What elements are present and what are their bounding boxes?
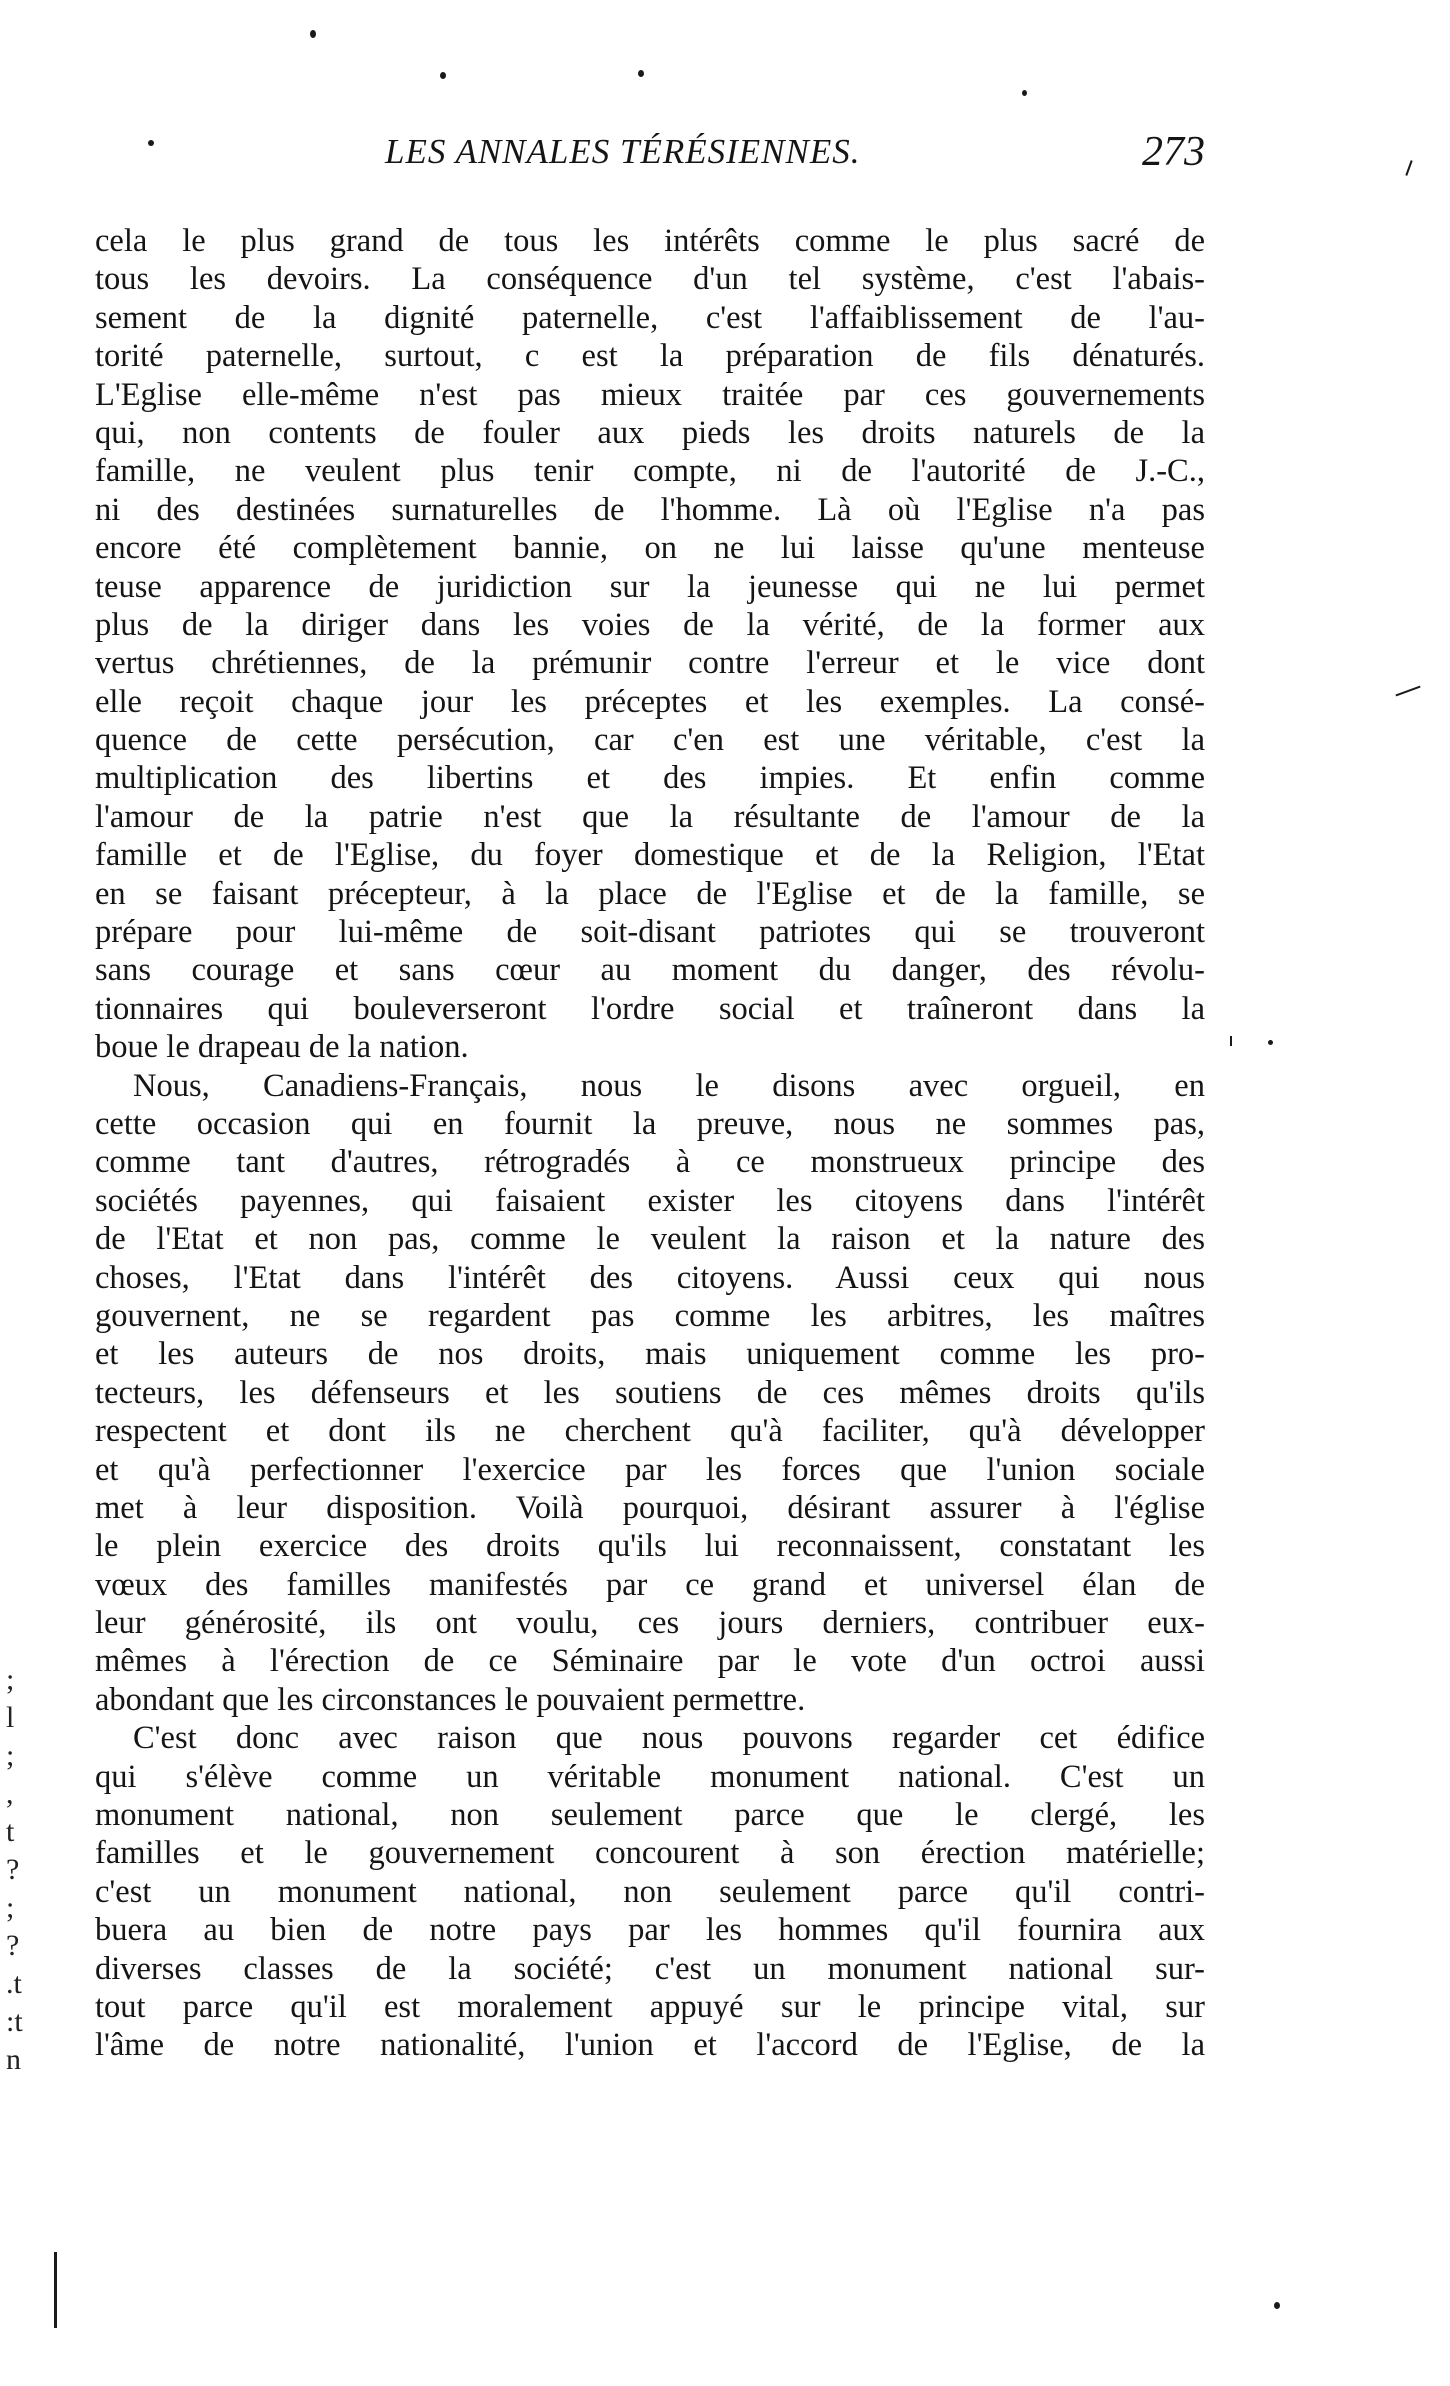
- scan-speck: [440, 72, 446, 79]
- text-line: en se faisant précepteur, à la place de l'Eglise et de la famille, se: [95, 875, 1205, 912]
- text-line: sociétés payennes, qui faisaient exister les citoyens dans l'intérêt: [95, 1182, 1205, 1219]
- margin-mark: ;: [6, 1739, 15, 1772]
- scan-stroke: [1395, 686, 1420, 697]
- text-line: sans courage et sans cœur au moment du danger, des révolu-: [95, 952, 1205, 989]
- text-line: cela le plus grand de tous les intérêts comme le plus sacré de: [95, 223, 1205, 259]
- text-line: comme tant d'autres, rétrogradés à ce monstrueux principe des: [95, 1144, 1205, 1181]
- text-line: elle reçoit chaque jour les préceptes et les exemples. La consé-: [95, 683, 1205, 720]
- text-line: cette occasion qui en fournit la preuve, nous ne sommes pas,: [95, 1105, 1205, 1142]
- text-line: familles et le gouvernement concourent à son érection matérielle;: [95, 1835, 1205, 1872]
- text-line: buera au bien de notre pays par les hommes qu'il fournira aux: [95, 1912, 1205, 1949]
- scan-stroke: [1230, 1036, 1232, 1046]
- margin-mark: ,: [6, 1777, 14, 1810]
- text-line: le plein exercice des droits qu'ils lui reconnaissent, constatant les: [95, 1528, 1205, 1565]
- text-line: L'Eglise elle-même n'est pas mieux traitée par ces gouvernements: [95, 376, 1205, 413]
- body-text: [95, 222, 1205, 2065]
- margin-mark: ?: [6, 1929, 20, 1962]
- text-line: multiplication des libertins et des impies. Et enfin comme: [95, 760, 1205, 797]
- text-line: torité paternelle, surtout, c est la préparation de fils dénaturés.: [95, 338, 1205, 375]
- scan-speck: [1022, 90, 1027, 96]
- text-line: mêmes à l'érection de ce Séminaire par le vote d'un octroi aussi: [95, 1643, 1205, 1680]
- text-line: famille et de l'Eglise, du foyer domestique et de la Religion, l'Etat: [95, 837, 1205, 874]
- text-line: vœux des familles manifestés par ce grand et universel élan de: [95, 1566, 1205, 1603]
- text-line: leur générosité, ils ont voulu, ces jours derniers, contribuer eux-: [95, 1605, 1205, 1642]
- scan-stroke: [1405, 160, 1412, 176]
- text-line: monument national, non seulement parce que le clergé, les: [95, 1797, 1205, 1834]
- margin-mark: ?: [6, 1853, 20, 1886]
- text-line: diverses classes de la société; c'est un monument national sur-: [95, 1950, 1205, 1987]
- text-line: tous les devoirs. La conséquence d'un tel système, c'est l'abais-: [95, 261, 1205, 298]
- text-line: abondant que les circonstances le pouvaient permettre.: [95, 1681, 806, 1718]
- scan-speck: [638, 70, 644, 77]
- running-header: [95, 129, 1205, 182]
- page-number: 273: [1142, 129, 1205, 175]
- text-line: vertus chrétiennes, de la prémunir contre l'erreur et le vice dont: [95, 645, 1205, 682]
- text-line: met à leur disposition. Voilà pourquoi, désirant assurer à l'église: [95, 1489, 1205, 1526]
- text-line: encore été complètement bannie, on ne lui laisse qu'une menteuse: [95, 530, 1205, 567]
- running-title: LES ANNALES TÉRÉSIENNES.: [385, 132, 861, 171]
- text-line: l'amour de la patrie n'est que la résultante de l'amour de la: [95, 798, 1205, 835]
- scan-stroke: [54, 2252, 57, 2328]
- margin-mark: .t: [6, 1967, 22, 2000]
- text-line: sement de la dignité paternelle, c'est l'affaiblissement de l'au-: [95, 299, 1205, 336]
- margin-mark: ;: [6, 1663, 15, 1696]
- text-line: tout parce qu'il est moralement appuyé sur le principe vital, sur: [95, 1988, 1205, 2025]
- text-line: qui, non contents de fouler aux pieds les droits naturels de la: [95, 414, 1205, 451]
- text-line: qui s'élève comme un véritable monument national. C'est un: [95, 1758, 1205, 1795]
- margin-mark: l: [6, 1701, 15, 1734]
- text-line: teuse apparence de juridiction sur la jeunesse qui ne lui permet: [95, 568, 1205, 605]
- scan-speck: [310, 30, 316, 38]
- text-line: respectent et dont ils ne cherchent qu'à faciliter, qu'à développer: [95, 1413, 1205, 1450]
- text-line: et les auteurs de nos droits, mais uniquement comme les pro-: [95, 1336, 1205, 1373]
- scan-speck: [1274, 2302, 1280, 2309]
- text-line: tionnaires qui bouleverseront l'ordre social et traîneront dans la: [95, 990, 1205, 1027]
- text-line: gouvernent, ne se regardent pas comme les arbitres, les maîtres: [95, 1297, 1205, 1334]
- paragraph-start-line: Nous, Canadiens-Français, nous le disons avec orgueil, en: [133, 1067, 1205, 1104]
- margin-mark: :t: [6, 2005, 23, 2038]
- margin-mark: ;: [6, 1891, 15, 1924]
- text-line: ni des destinées surnaturelles de l'homme. Là où l'Eglise n'a pas: [95, 491, 1205, 528]
- text-line: de l'Etat et non pas, comme le veulent la raison et la nature des: [95, 1221, 1205, 1258]
- margin-mark: n: [6, 2043, 21, 2076]
- text-line: c'est un monument national, non seulement parce qu'il contri-: [95, 1873, 1205, 1910]
- text-line: tecteurs, les défenseurs et les soutiens de ces mêmes droits qu'ils: [95, 1374, 1205, 1411]
- text-line: choses, l'Etat dans l'intérêt des citoyens. Aussi ceux qui nous: [95, 1259, 1205, 1296]
- text-line: quence de cette persécution, car c'en est une véritable, c'est la: [95, 722, 1205, 759]
- text-line: plus de la diriger dans les voies de la vérité, de la former aux: [95, 606, 1205, 643]
- text-line: boue le drapeau de la nation.: [95, 1029, 469, 1066]
- text-line: et qu'à perfectionner l'exercice par les forces que l'union sociale: [95, 1451, 1205, 1488]
- scan-speck: [1268, 1040, 1273, 1045]
- margin-mark: t: [6, 1815, 15, 1848]
- scan-speck: [148, 140, 154, 146]
- text-line: famille, ne veulent plus tenir compte, ni de l'autorité de J.-C.,: [95, 453, 1205, 490]
- paragraph-start-line: C'est donc avec raison que nous pouvons regarder cet édifice: [133, 1720, 1205, 1757]
- text-line: l'âme de notre nationalité, l'union et l'accord de l'Eglise, de la: [95, 2027, 1205, 2064]
- text-line: prépare pour lui-même de soit-disant patriotes qui se trouveront: [95, 914, 1205, 951]
